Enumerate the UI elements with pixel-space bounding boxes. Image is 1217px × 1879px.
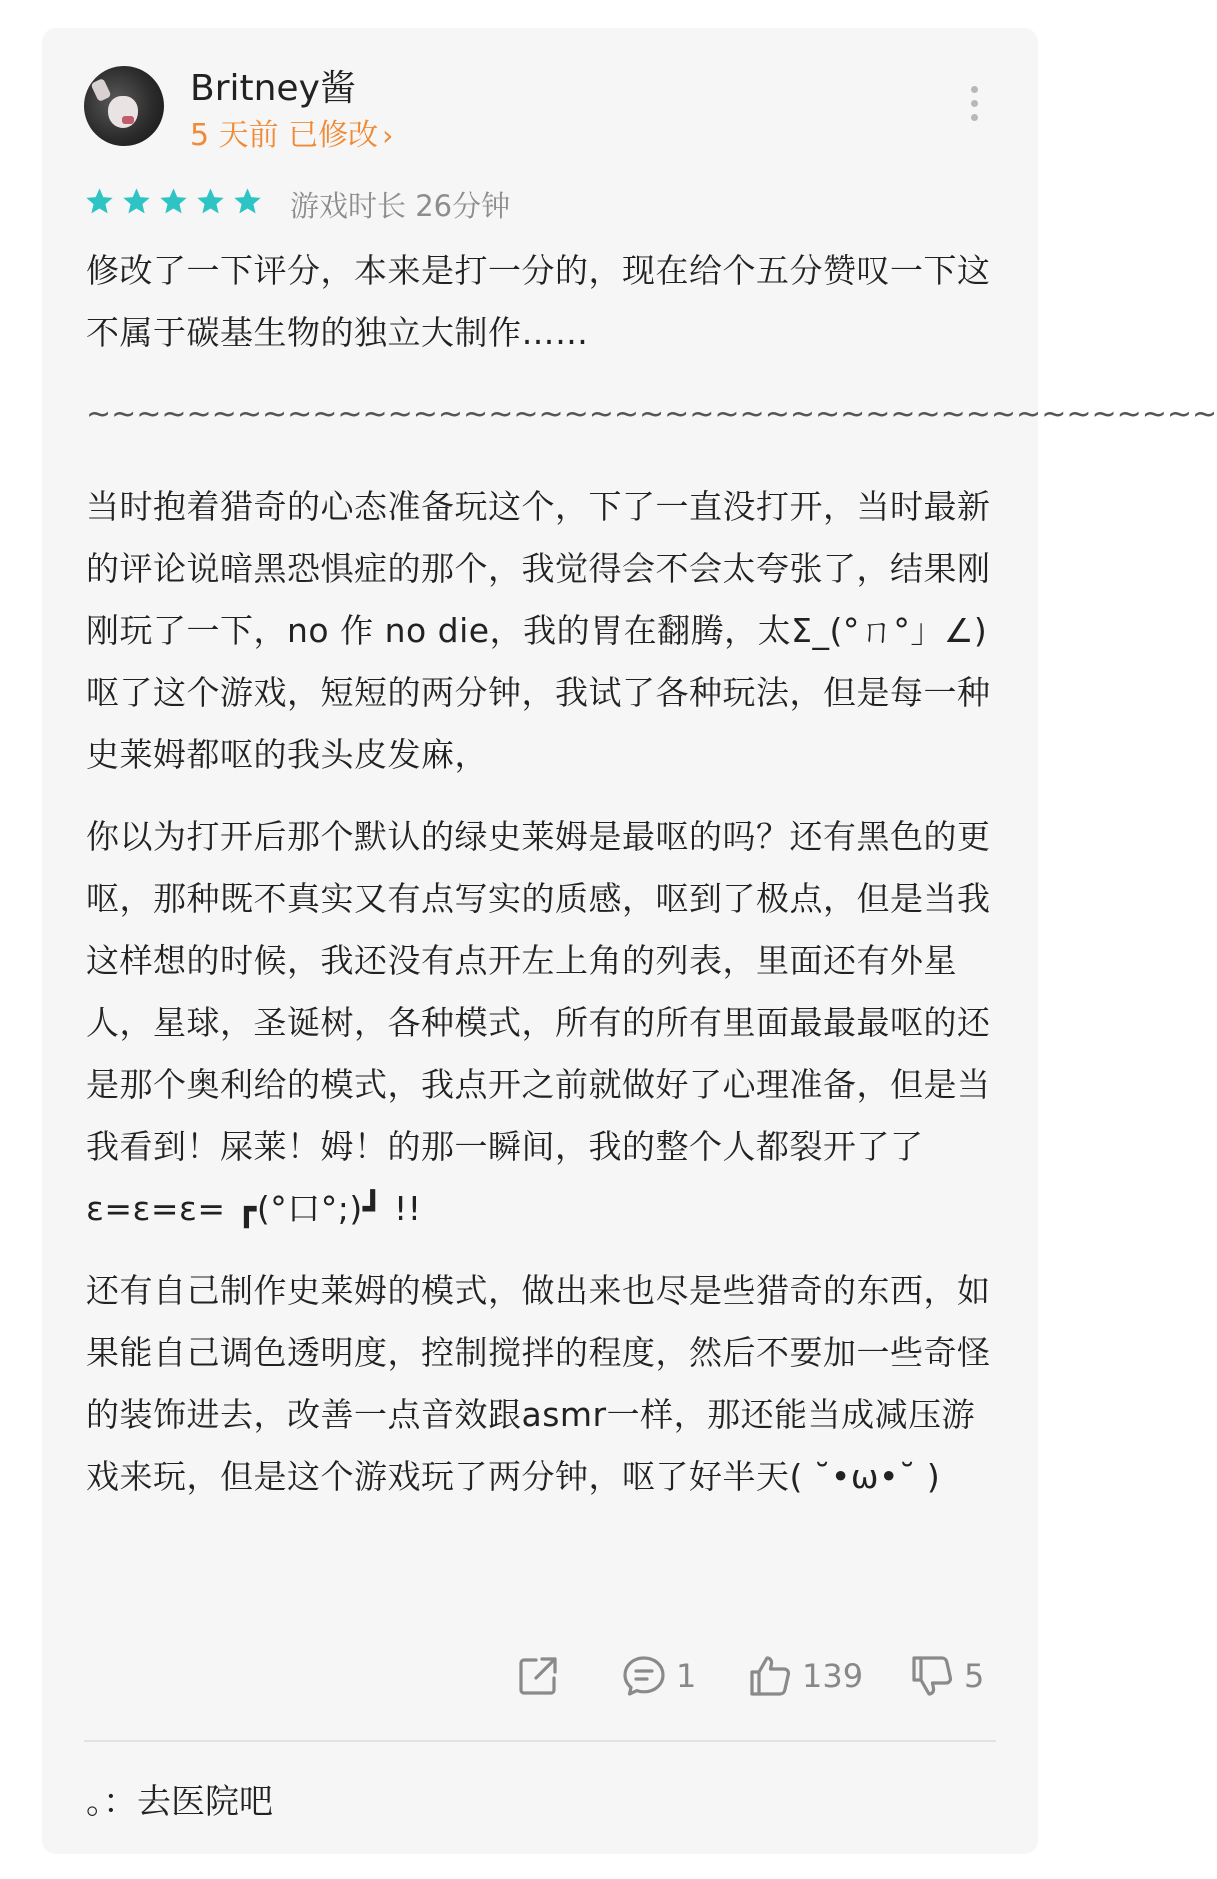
action-bar [0, 1648, 1080, 1704]
more-options-icon[interactable] [968, 86, 980, 126]
star-icon [121, 186, 152, 217]
thumbs-up-icon [746, 1652, 794, 1700]
review-meta: 5 天前 已修改 [190, 118, 379, 153]
avatar-ear [90, 78, 111, 102]
like-button[interactable] [746, 1648, 863, 1704]
comment-icon [620, 1652, 668, 1700]
edit-history-link[interactable] [190, 110, 393, 154]
comment-count: 1 [676, 1657, 697, 1695]
star-icon [195, 186, 226, 217]
star-icon [84, 186, 115, 217]
review-paragraph: 当时抱着猎奇的心态准备玩这个，下了一直没打开，当时最新的评论说暗黑恐惧症的那个，我觉得会不会太夸张了，结果刚刚玩了一下，no 作 no die，我的胃在翻腾，太Σ_(°ㄇ°」∠)呕了这个游戏，短短的两分钟，我试了各种玩法，但是每一种史莱姆都呕的我头皮发麻， [86, 487, 991, 774]
star-icon [158, 186, 189, 217]
divider [84, 1740, 996, 1742]
review-paragraph: 修改了一下评分，本来是打一分的，现在给个五分赞叹一下这不属于碳基生物的独立大制作…… [86, 251, 991, 352]
like-count: 139 [802, 1657, 864, 1695]
avatar[interactable] [84, 66, 164, 146]
review-body [86, 240, 1217, 1528]
star-rating [84, 186, 263, 222]
avatar-ribbon [122, 116, 134, 124]
share-icon [514, 1652, 562, 1700]
username[interactable]: Britney酱 [190, 68, 356, 109]
playtime: 游戏时长 26分钟 [290, 189, 511, 223]
thumbs-down-icon [908, 1652, 956, 1700]
star-icon [232, 186, 263, 217]
reply-preview[interactable]: 。：去医院吧 [86, 1782, 273, 1822]
comment-button[interactable] [620, 1648, 696, 1704]
share-button[interactable] [514, 1648, 562, 1704]
dislike-count: 5 [964, 1657, 985, 1695]
review-paragraph: 你以为打开后那个默认的绿史莱姆是最呕的吗？还有黑色的更呕，那种既不真实又有点写实的质感，呕到了极点，但是当我这样想的时候，我还没有点开左上角的列表，里面还有外星人，星球，圣诞树，各种模式，所有的所有里面最最最呕的还是那个奥利给的模式，我点开之前就做好了心理准备，但是当我看到！屎莱！姆！的那一瞬间，我的整个人都裂开了了ε=ε=ε= ┏(°口°;)┛ !! [86, 817, 991, 1228]
dislike-button[interactable] [908, 1648, 984, 1704]
review-paragraph: 还有自己制作史莱姆的模式，做出来也尽是些猎奇的东西，如果能自己调色透明度，控制搅拌的程度，然后不要加一些奇怪的装饰进去，改善一点音效跟asmr一样，那还能当成减压游戏来玩，但是这个游戏玩了两分钟，呕了好半天( ˘•ω•˘ ) [86, 1271, 991, 1496]
chevron-right-icon: › [382, 119, 394, 152]
review-separator: ~~~~~~~~~~~~~~~~~~~~~~~~~~~~~~~~~~~~~~~~~~~~~ [86, 397, 1217, 432]
